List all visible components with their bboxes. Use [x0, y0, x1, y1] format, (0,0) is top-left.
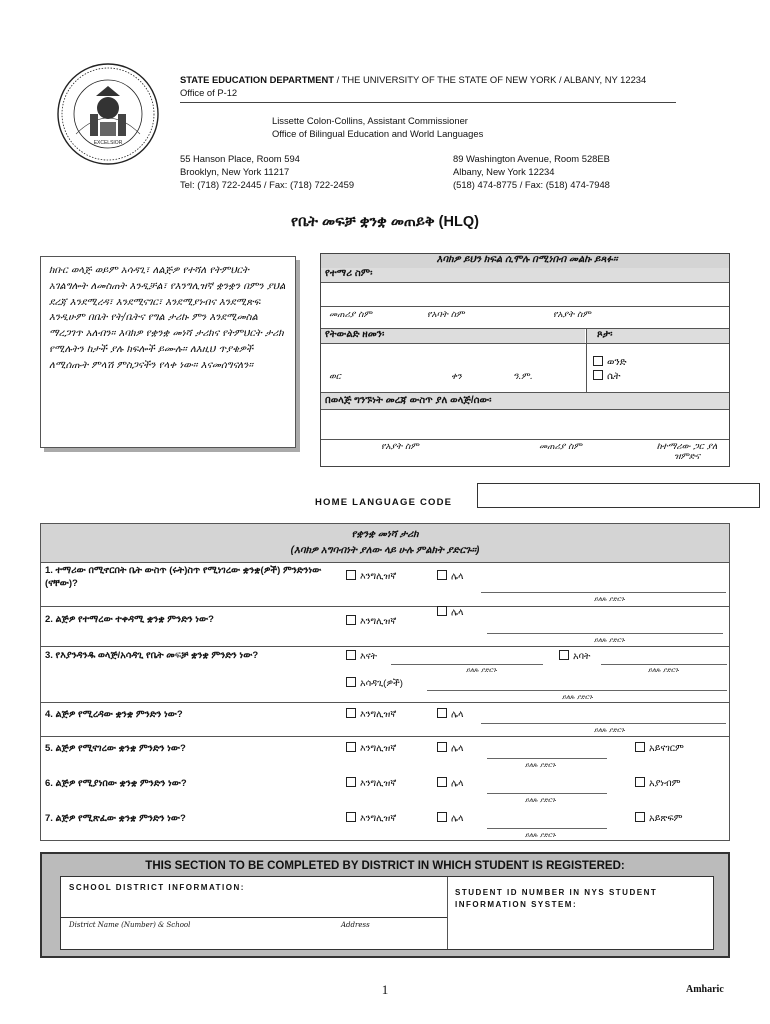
option-label: ወንድ [607, 357, 627, 368]
university-line: / THE UNIVERSITY OF THE STATE OF NEW YORK / ALBANY, NY 12234 [333, 74, 647, 85]
address-right-line: Albany, New York 12234 [453, 166, 555, 177]
q7-specify-field[interactable] [487, 828, 607, 829]
dept-name: STATE EDUCATION DEPARTMENT [180, 74, 334, 85]
student-id-field[interactable] [448, 921, 713, 948]
option-label: እንግሊዝኛ [360, 743, 397, 754]
parent-surname-caption: የአያት ስም [381, 442, 419, 452]
address-left-line: Tel: (718) 722-2445 / Fax: (718) 722-2459 [180, 179, 355, 190]
q4-specify-field[interactable] [481, 723, 726, 724]
checkbox-icon [437, 708, 447, 718]
specify-caption: ይለጹ ያድርጉ [594, 726, 625, 734]
district-name-caption: District Name (Number) & School [69, 921, 191, 929]
q6-specify-field[interactable] [487, 793, 607, 794]
checkbox-icon [635, 777, 645, 787]
checkbox-icon [437, 606, 447, 616]
q6-other-option[interactable] [437, 777, 464, 789]
question-7: 7. ልጅዎ የሚጽፈው ቋንቋ ምንድን ነው? [45, 813, 186, 824]
question-5: 5. ልጅዎ የሚናገረው ቋንቋ ምንድን ነው? [45, 743, 186, 754]
option-label: ሌላ [451, 778, 464, 789]
q3-mother-field[interactable] [391, 664, 543, 665]
checkbox-icon [437, 812, 447, 822]
q5-other-option[interactable] [437, 742, 464, 754]
office-name: Office of P-12 [180, 87, 238, 98]
option-label: አሳዳጊ(ዎች) [360, 678, 403, 689]
address-right-line: 89 Washington Avenue, Room 528EB [453, 153, 610, 164]
student-name-label: የተማሪ ስም፡ [321, 268, 729, 282]
checkbox-icon [635, 742, 645, 752]
district-inner-box [60, 876, 714, 950]
language-history-section [40, 523, 730, 841]
q3-father-option[interactable] [559, 650, 590, 662]
history-header [41, 524, 729, 562]
question-2: 2. ልጅዎ የተማረው ተቀዳሚ ቋንቋ ምንድን ነው? [45, 614, 214, 625]
q3-guardian-field[interactable] [427, 690, 727, 691]
q2-specify-field[interactable] [487, 633, 723, 634]
option-label: ሌላ [451, 743, 464, 754]
q1-specify-field[interactable] [481, 592, 726, 593]
dob-label: የትውልድ ዘመን፡ [321, 329, 585, 343]
specify-caption: ይለጹ ያድርጉ [525, 831, 556, 839]
address-left-line: Brooklyn, New York 11217 [180, 166, 290, 177]
intro-text: ክቡር ወላጅ ወይም አሳዳጊ፣ ለልጅዎ የተሻለ የትምህርት አገልግሎት ለመስጠት እንዲቻል፣ የእንግሊዝኛ ቋንቋን በምን ያህል ደረጃ እንደሚረዳ፣ እንደሚናገር፣ እንደሚያነብና እንደሚጽፍ እንዲሁም በቤት የት/ቤትና የግል ታሪኩ ምን እንደሚመስል ማረጋገጥ አለብን። እባክዎ የቋንቋ መነሻ ታሪክና የትምህርት ታሪክ የሚሉትን ከታች ያሉ ክፍሎች ይሙሉ። ለእዚህ ጥያቄዎች ለሚሰጡት ምላሽ ምስጋናችን የላቀ ነው። እናመሰግናለን። [40, 256, 296, 448]
commissioner: Lissette Colon-Collins, Assistant Commissioner [272, 115, 468, 126]
q6-none-option[interactable] [635, 777, 681, 789]
district-section [40, 852, 730, 958]
option-label: ሌላ [451, 709, 464, 720]
history-subtitle: (እባክዎ አግባብነት ያለው ላይ ሁሉ ምልክት ያድርጉ።) [290, 545, 480, 556]
option-label: አያነብም [649, 778, 681, 789]
first-name-caption: መጠሪያ ስም [329, 310, 372, 320]
checkbox-icon [635, 812, 645, 822]
home-language-code-label: HOME LANGUAGE CODE [315, 497, 453, 508]
student-id-label: STUDENT ID NUMBER IN NYS STUDENT INFORMATION SYSTEM: [455, 888, 658, 909]
sex-male-option[interactable] [593, 356, 627, 368]
option-label: እንግሊዝኛ [360, 778, 397, 789]
relationship-caption: ከተማሪው ጋር ያለ ዝምድና [656, 442, 718, 462]
q5-specify-field[interactable] [487, 758, 607, 759]
checkbox-icon [437, 777, 447, 787]
parent-label: በወላጅ ግንኙነት መረጃ ውስጥ ያለ ወላጅ/ሰው፡ [321, 393, 729, 409]
option-label: እናት [360, 651, 378, 662]
q4-english-option[interactable] [346, 708, 396, 720]
question-6: 6. ልጅዎ የሚያነበው ቋንቋ ምንድን ነው? [45, 778, 187, 789]
year-caption: ዓ.ም. [513, 372, 533, 382]
sex-female-option[interactable] [593, 370, 621, 382]
q7-english-option[interactable] [346, 812, 396, 824]
form-title: የቤት መፍቻ ቋንቋ መጠይቅ (HLQ) [291, 214, 479, 230]
checkbox-icon [346, 812, 356, 822]
checkbox-icon [346, 570, 356, 580]
option-label: አባት [573, 651, 591, 662]
checkbox-icon [593, 356, 603, 366]
option-label: እንግሊዝኛ [360, 813, 397, 824]
q1-other-option[interactable] [437, 570, 464, 582]
dob-field[interactable] [321, 344, 585, 370]
header-line [180, 73, 646, 86]
checkbox-icon [346, 677, 356, 687]
checkbox-icon [346, 615, 356, 625]
q1-english-option[interactable] [346, 570, 396, 582]
parent-firstname-caption: መጠሪያ ስም [539, 442, 582, 452]
option-label: ሴት [607, 371, 621, 382]
student-banner: እባክዎ ይህን ክፍል ሲሞሉ በሚነበብ መልኩ ይጻፉ። [321, 254, 729, 268]
checkbox-icon [437, 742, 447, 752]
day-caption: ቀን [451, 372, 462, 382]
district-title: THIS SECTION TO BE COMPLETED BY DISTRICT IN WHICH STUDENT IS REGISTERED: [145, 860, 625, 872]
nys-seal [56, 62, 160, 166]
q5-none-option[interactable] [635, 742, 684, 754]
student-name-field[interactable] [321, 283, 729, 305]
address-left [180, 152, 354, 191]
address-left-line: 55 Hanson Place, Room 594 [180, 153, 300, 164]
specify-caption: ይለጹ ያድርጉ [525, 761, 556, 769]
student-info-box [320, 253, 730, 467]
checkbox-icon [559, 650, 569, 660]
question-1: 1. ተማሪው በሚኖርበት ቤት ውስጥ (ሩት)ስጥ የሚነገረው ቋንቋ(ዎች) ምንድንነው (ናቸው)? [45, 565, 322, 589]
option-label: ሌላ [451, 571, 464, 582]
specify-caption: ይለጹ ያድርጉ [466, 666, 497, 674]
sex-label: ጾታ፡ [587, 329, 729, 343]
history-title: የቋንቋ መነሻ ታሪክ [351, 529, 419, 540]
specify-caption: ይለጹ ያድርጉ [648, 666, 679, 674]
q3-mother-option[interactable] [346, 650, 377, 662]
checkbox-icon [346, 742, 356, 752]
page-number: 1 [381, 982, 389, 997]
home-language-code-field[interactable] [477, 483, 760, 508]
parent-field[interactable] [321, 410, 729, 438]
specify-caption: ይለጹ ያድርጉ [594, 595, 625, 603]
option-label: እንግሊዝኛ [360, 571, 397, 582]
address-right-line: (518) 474-8775 / Fax: (518) 474-7948 [453, 179, 610, 190]
specify-caption: ይለጹ ያድርጉ [562, 693, 593, 701]
option-label: አይናገርም [649, 743, 684, 754]
option-label: ሌላ [451, 607, 464, 618]
q2-english-option[interactable] [346, 615, 396, 627]
school-district-info-label: SCHOOL DISTRICT INFORMATION: [69, 883, 245, 892]
checkbox-icon [346, 777, 356, 787]
address-right [453, 152, 610, 191]
option-label: እንግሊዝኛ [360, 616, 397, 627]
address-caption: Address [341, 921, 370, 929]
question-3: 3. የእያንዳንዱ ወላጅ/አሳዳጊ የቤት መፍቻ ቋንቋ ምንድን ነው? [45, 650, 259, 661]
checkbox-icon [437, 570, 447, 580]
q7-none-option[interactable] [635, 812, 683, 824]
checkbox-icon [346, 708, 356, 718]
option-label: አይጽፍም [649, 813, 683, 824]
month-caption: ወር [329, 372, 341, 382]
school-district-field[interactable] [61, 895, 446, 917]
checkbox-icon [593, 370, 603, 380]
specify-caption: ይለጹ ያድርጉ [525, 796, 556, 804]
checkbox-icon [346, 650, 356, 660]
q7-other-option[interactable] [437, 812, 464, 824]
q5-english-option[interactable] [346, 742, 396, 754]
option-label: እንግሊዝኛ [360, 709, 397, 720]
q2-other-option[interactable] [437, 606, 464, 618]
q6-english-option[interactable] [346, 777, 396, 789]
specify-caption: ይለጹ ያድርጉ [594, 636, 625, 644]
option-label: ሌላ [451, 813, 464, 824]
svg-text:EXCELSIOR: EXCELSIOR [93, 140, 123, 146]
commissioner-office: Office of Bilingual Education and World Languages [272, 128, 484, 139]
language-label: Amharic [686, 984, 724, 995]
father-name-caption: የአባት ስም [427, 310, 465, 320]
q3-guardian-option[interactable] [346, 677, 403, 689]
q3-father-field[interactable] [601, 664, 727, 665]
q4-other-option[interactable] [437, 708, 464, 720]
grandfather-name-caption: የአያት ስም [553, 310, 591, 320]
question-4: 4. ልጅዎ የሚረዳው ቋንቋ ምንድን ነው? [45, 709, 183, 720]
